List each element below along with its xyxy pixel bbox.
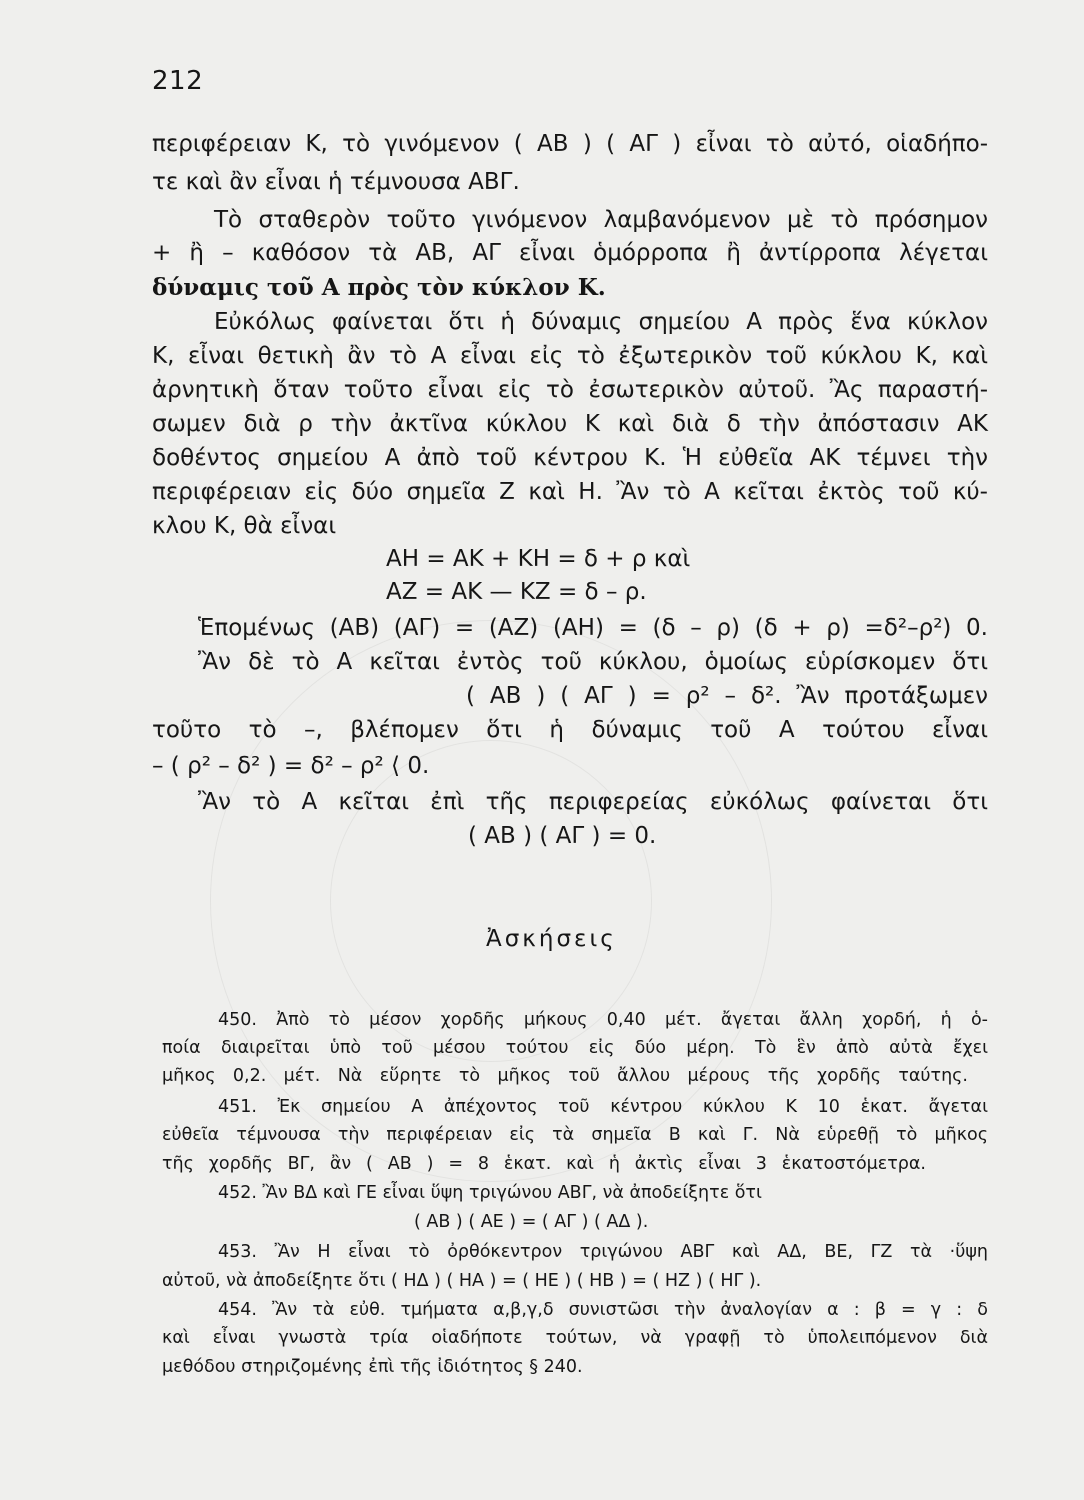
text-line: – ( ρ² – δ² ) = δ² – ρ² ⟨ 0. [152,753,430,779]
exercise-line: μεθόδου στηριζομένης ἐπὶ τῆς ἰδιότητος § 240. [162,1357,583,1377]
text-line: σωμεν διὰ ρ τὴν ἀκτῖνα κύκλου Κ καὶ διὰ δ τὴν ἀπόστασιν ΑΚ [152,411,988,437]
exercise-line: 450. Ἀπὸ τὸ μέσον χορδῆς μήκους 0,40 μέτ. ἄγεται ἄλλη χορδή, ἡ ὁ- [218,1010,988,1030]
exercise-line: καὶ εἶναι γνωστὰ τρία οἱαδήποτε τούτων, νὰ γραφῇ τὸ ὑπολειπόμενον διὰ [162,1328,988,1348]
text-line: περιφέρειαν εἰς δύο σημεῖα Ζ καὶ Η. Ἂν τὸ Α κεῖται ἐκτὸς τοῦ κύ- [152,479,988,505]
exercise-line: εὐθεῖα τέμνουσα τὴν περιφέρειαν εἰς τὰ σημεῖα Β καὶ Γ. Νὰ εὑρεθῇ τὸ μῆκος [162,1125,988,1145]
exercise-line: 452. Ἂν ΒΔ καὶ ΓΕ εἶναι ὕψη τριγώνου ΑΒΓ, νὰ ἀποδείξητε ὅτι [218,1183,762,1203]
text-line: δοθέντος σημείου Α ἀπὸ τοῦ κέντρου Κ. Ἡ εὐθεῖα ΑΚ τέμνει τὴν [152,445,988,471]
text-line: ἀρνητικὴ ὅταν τοῦτο εἶναι εἰς τὸ ἐσωτερικὸν αὐτοῦ. Ἂς παραστή- [152,377,988,403]
equation-product: Ἑπομένως (ΑΒ) (ΑΓ) = (ΑΖ) (ΑΗ) = (δ – ρ) (δ + ρ) =δ²–ρ²) 0. [198,615,988,641]
text-line: + ἢ – καθόσον τὰ ΑΒ, ΑΓ εἶναι ὁμόρροπα ἢ ἀντίρροπα λέγεται [152,240,988,266]
exercise-line: 451. Ἐκ σημείου Α ἀπέχοντος τοῦ κέντρου κύκλου Κ 10 ἑκατ. ἄγεται [218,1097,988,1117]
text-line: Τὸ σταθερὸν τοῦτο γινόμενον λαμβανόμενον μὲ τὸ πρόσημον [214,207,988,233]
text-line: τοῦτο τὸ –, βλέπομεν ὅτι ἡ δύναμις τοῦ Α τούτου εἶναι [152,717,988,743]
exercises-heading: Ἀσκήσεις [486,926,617,952]
exercise-line: μῆκος 0,2. μέτ. Νὰ εὕρητε τὸ μῆκος τοῦ ἄλλου μέρους τῆς χορδῆς ταύτης. [162,1066,968,1086]
text-line: τε καὶ ἂν εἶναι ἡ τέμνουσα ΑΒΓ. [152,169,520,195]
text-line: Ἂν τὸ Α κεῖται ἐπὶ τῆς περιφερείας εὐκόλως φαίνεται ὅτι [198,789,988,815]
page-number: 212 [152,66,204,96]
exercise-line: ποία διαιρεῖται ὑπὸ τοῦ μέσου τούτου εἰς δύο μέρη. Τὸ ἓν ἀπὸ αὐτὰ ἔχει [162,1038,988,1058]
text-line: κλου Κ, θὰ εἶναι [152,513,337,539]
exercise-line: αὐτοῦ, νὰ ἀποδείξητε ὅτι ( ΗΔ ) ( ΗΑ ) = ( ΗΕ ) ( ΗΒ ) = ( ΗΖ ) ( ΗΓ ). [162,1271,762,1291]
exercise-line: ( ΑΒ ) ( ΑΕ ) = ( ΑΓ ) ( ΑΔ ). [414,1212,649,1232]
text-line: Κ, εἶναι θετικὴ ἂν τὸ Α εἶναι εἰς τὸ ἐξωτερικὸν τοῦ κύκλου Κ, καὶ [152,343,988,369]
exercise-line: τῆς χορδῆς ΒΓ, ἂν ( ΑΒ ) = 8 ἑκατ. καὶ ἡ ἀκτὶς εἶναι 3 ἑκατοστόμετρα. [162,1154,926,1174]
text-line: Ἂν δὲ τὸ Α κεῖται ἐντὸς τοῦ κύκλου, ὁμοίως εὑρίσκομεν ὅτι [198,649,988,675]
equation-az: ΑΖ = ΑΚ — ΚΖ = δ – ρ. [386,579,647,605]
text-line: ( ΑΒ ) ( ΑΓ ) = ρ² – δ². Ἂν προτάξωμεν [466,683,988,709]
definition-term: δύναμις τοῦ Α πρὸς τὸν κύκλον Κ. [152,274,606,301]
equation-ah: ΑΗ = ΑΚ + ΚΗ = δ + ρ καὶ [386,546,691,572]
equation-zero: ( ΑΒ ) ( ΑΓ ) = 0. [468,823,657,849]
exercise-line: 453. Ἂν Η εἶναι τὸ ὀρθόκεντρον τριγώνου ΑΒΓ καὶ ΑΔ, ΒΕ, ΓΖ τὰ ·ὕψη [218,1242,988,1262]
text-line: περιφέρειαν Κ, τὸ γινόμενον ( ΑΒ ) ( ΑΓ ) εἶναι τὸ αὐτό, οἱαδήπο- [152,131,988,157]
text-line: Εὐκόλως φαίνεται ὅτι ἡ δύναμις σημείου Α πρὸς ἕνα κύκλον [214,309,988,335]
exercise-line: 454. Ἂν τὰ εὐθ. τμήματα α,β,γ,δ συνιστῶσι τὴν ἀναλογίαν α : β = γ : δ [218,1300,988,1320]
